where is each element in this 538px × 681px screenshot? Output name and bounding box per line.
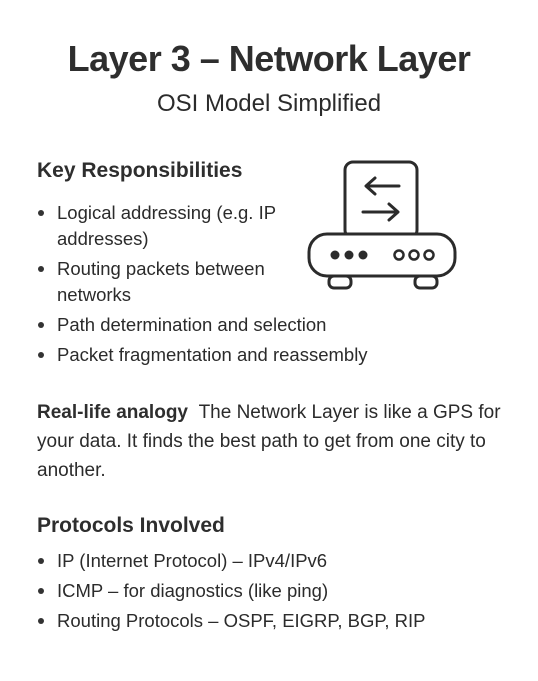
page-subtitle: OSI Model Simplified [156, 90, 382, 117]
router-icon [305, 158, 460, 298]
bullet-icon [38, 618, 44, 624]
analogy-paragraph [37, 398, 507, 485]
analogy-lead: Real-life analogy [37, 402, 188, 423]
list-item-text: Logical addressing (e.g. IP addresses) [57, 202, 276, 249]
list-item [37, 200, 307, 252]
list-item-text: Routing packets between networks [57, 258, 265, 305]
bullet-icon [38, 266, 44, 272]
list-item-text: ICMP – for diagnostics (like ping) [57, 580, 329, 601]
bullet-icon [38, 558, 44, 564]
list-item-text: Routing Protocols – OSPF, EIGRP, BGP, RIP [57, 610, 426, 631]
bullet-icon [38, 352, 44, 358]
bidirectional-arrows-icon [363, 178, 399, 220]
list-item-text: Path determination and selection [57, 314, 327, 335]
list-item [37, 312, 477, 338]
bullet-icon [38, 322, 44, 328]
list-item [37, 608, 517, 634]
list-item [37, 342, 477, 368]
list-item [37, 256, 307, 308]
bullet-icon [38, 588, 44, 594]
list-item [37, 548, 517, 574]
protocols-list [37, 548, 517, 638]
bullet-icon [38, 210, 44, 216]
page-title: Layer 3 – Network Layer [67, 38, 471, 79]
list-item-text: IP (Internet Protocol) – IPv4/IPv6 [57, 550, 328, 571]
responsibilities-heading: Key Responsibilities [37, 159, 243, 182]
list-item [37, 578, 517, 604]
analogy-text: The Network Layer is like a GPS for your data. It finds the best path to get from one city to another. [37, 402, 501, 481]
list-item-text: Packet fragmentation and reassembly [57, 344, 368, 365]
protocols-heading: Protocols Involved [37, 514, 225, 537]
responsibilities-list [37, 200, 368, 372]
